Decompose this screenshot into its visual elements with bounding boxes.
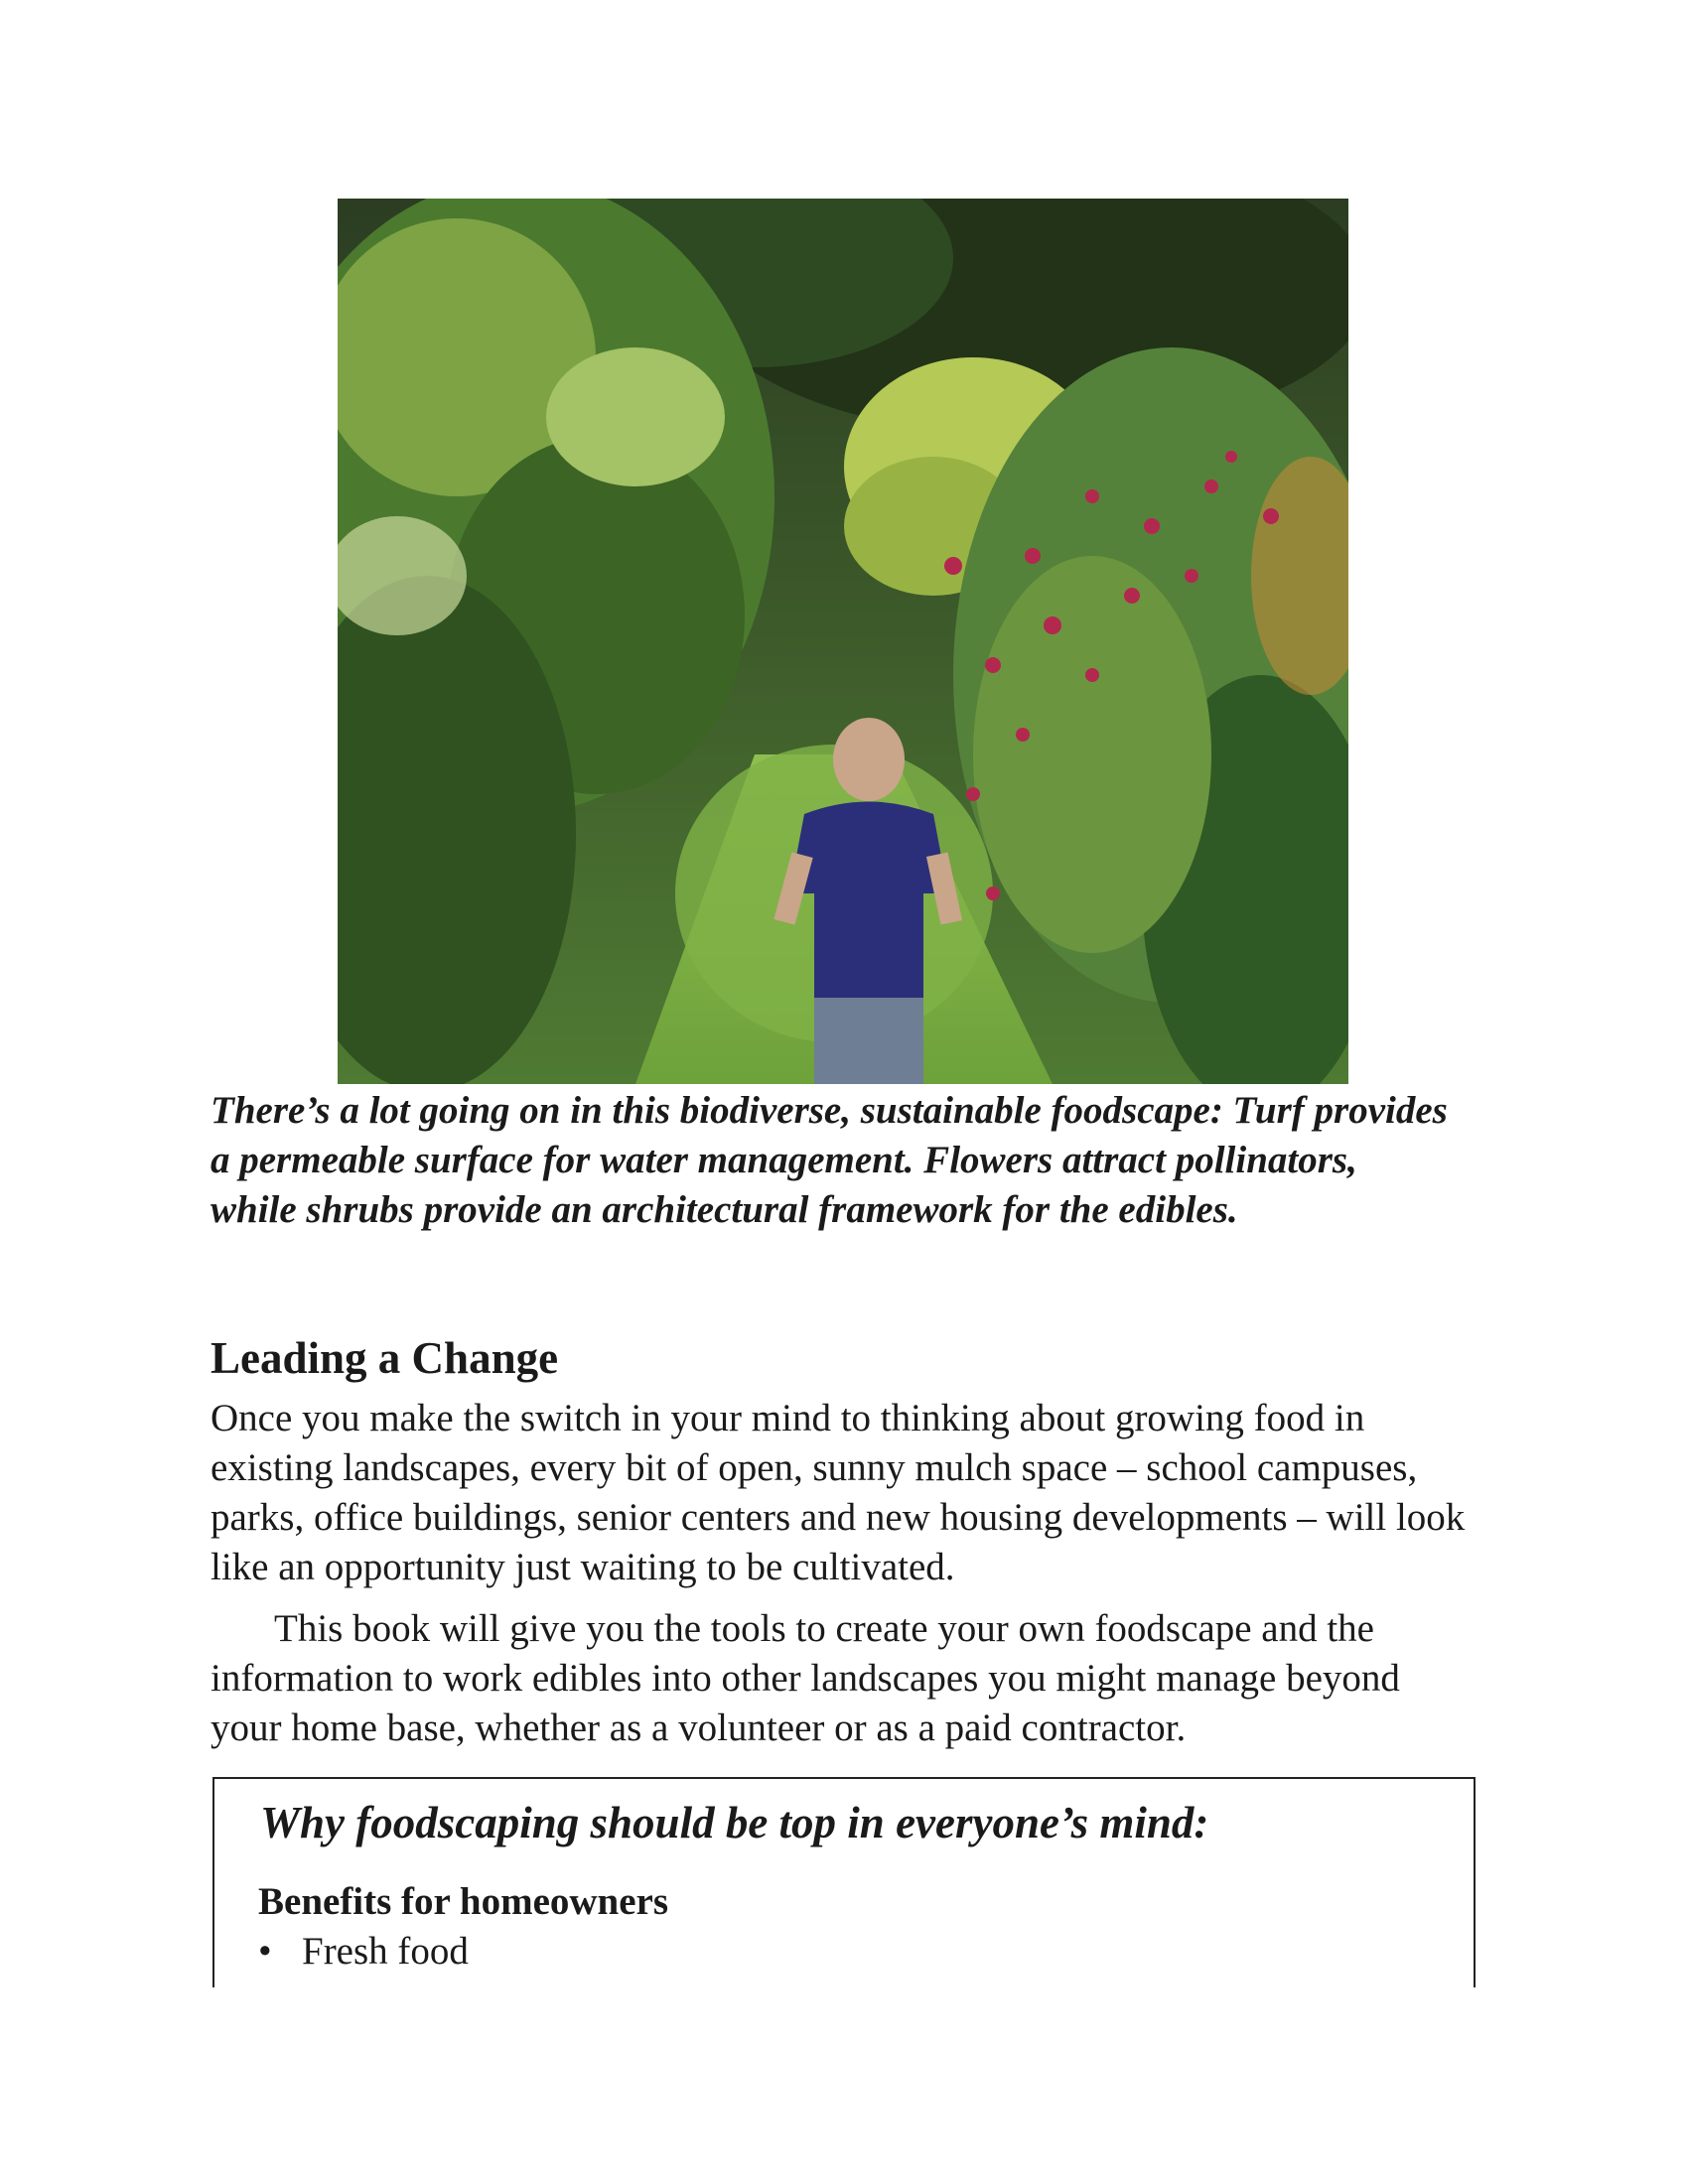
sidebar-box (212, 1777, 1476, 1987)
sidebar-box-subheading: Benefits for homeowners (258, 1880, 669, 1923)
section-heading: Leading a Change (211, 1333, 559, 1383)
body-paragraph-2: This book will give you the tools to create your own foodscape and the information to work edibles into other landscapes you might manage beyond your home base, whether as a volunteer or as a paid contractor. (211, 1607, 1400, 1749)
body-paragraph-1: Once you make the switch in your mind to thinking about growing food in existing landscapes, every bit of open, sunny mulch space – school campuses, parks, office buildings, senior centers and new housing developments – will look like an opportunity just waiting to be cultivated. (211, 1397, 1466, 1588)
list-item-text: Fresh food (302, 1930, 469, 1973)
bullet-icon: • (258, 1930, 272, 1973)
sidebar-box-title: Why foodscaping should be top in everyone’s mind: (260, 1798, 1209, 1847)
benefits-list (258, 1928, 469, 1976)
list-item (258, 1928, 469, 1976)
garden-photo-illustration (338, 199, 1348, 1084)
garden-photo (338, 199, 1348, 1084)
figure-caption: There’s a lot going on in this biodiverse, sustainable foodscape: Turf provides a permeable surface for water management. Flowers attract pollinators, while shrubs provide an architectural framework for the edibles. (211, 1089, 1448, 1231)
